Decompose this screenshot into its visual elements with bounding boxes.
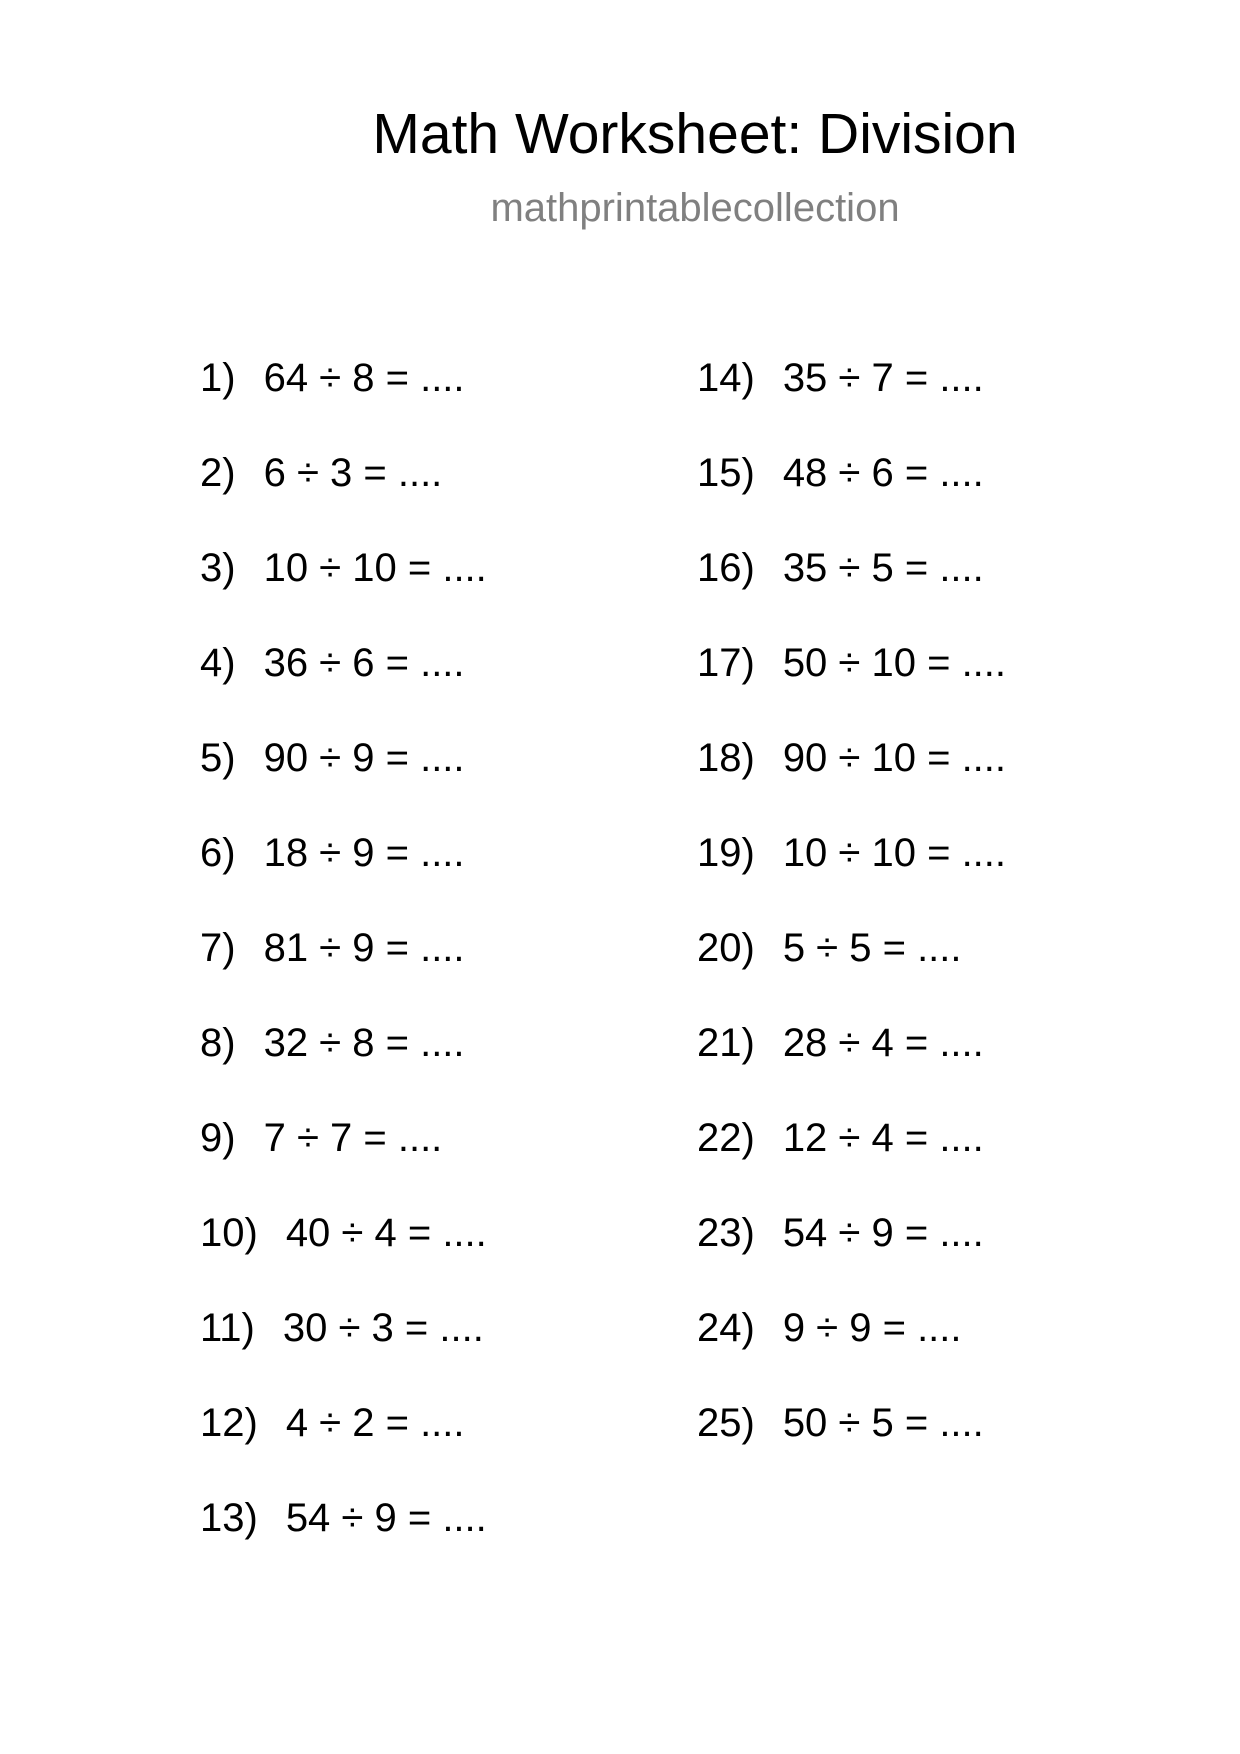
problem-number: 13) — [200, 1496, 258, 1540]
problem-item — [200, 450, 487, 545]
problem-expression: 12 ÷ 4 = .... — [782, 1116, 984, 1160]
problem-expression: 18 ÷ 9 = .... — [263, 831, 465, 875]
worksheet-subtitle: mathprintablecollection — [490, 186, 900, 230]
problem-item — [697, 1020, 1006, 1115]
problem-expression: 48 ÷ 6 = .... — [782, 451, 984, 495]
problem-item — [697, 355, 1006, 450]
problems-column-right — [697, 355, 1006, 1495]
problem-number: 15) — [697, 451, 755, 495]
problem-number: 5) — [200, 736, 236, 780]
problem-number: 24) — [697, 1306, 755, 1350]
problem-number: 18) — [697, 736, 755, 780]
problem-expression: 6 ÷ 3 = .... — [263, 451, 443, 495]
problem-number: 7) — [200, 926, 236, 970]
problem-number: 8) — [200, 1021, 236, 1065]
problem-item — [697, 830, 1006, 925]
problem-number: 17) — [697, 641, 755, 685]
problem-expression: 7 ÷ 7 = .... — [263, 1116, 443, 1160]
problem-item — [200, 1305, 487, 1400]
problem-number: 4) — [200, 641, 236, 685]
problem-expression: 28 ÷ 4 = .... — [782, 1021, 984, 1065]
problem-expression: 35 ÷ 5 = .... — [782, 546, 984, 590]
problem-number: 22) — [697, 1116, 755, 1160]
problem-item — [200, 1400, 487, 1495]
problem-number: 11) — [200, 1306, 255, 1350]
problem-expression: 64 ÷ 8 = .... — [263, 356, 465, 400]
problem-item — [200, 830, 487, 925]
problem-number: 16) — [697, 546, 755, 590]
problem-item — [200, 1020, 487, 1115]
problem-expression: 36 ÷ 6 = .... — [263, 641, 465, 685]
problem-item — [697, 1115, 1006, 1210]
problem-expression: 10 ÷ 10 = .... — [263, 546, 487, 590]
problem-number: 12) — [200, 1401, 258, 1445]
problem-expression: 90 ÷ 10 = .... — [782, 736, 1007, 780]
problem-item — [697, 545, 1006, 640]
problem-number: 10) — [200, 1211, 258, 1255]
problem-number: 19) — [697, 831, 755, 875]
problem-expression: 90 ÷ 9 = .... — [263, 736, 465, 780]
problem-item — [200, 1210, 487, 1305]
problems-column-left — [200, 355, 487, 1590]
problem-number: 20) — [697, 926, 755, 970]
problem-item — [200, 735, 487, 830]
problem-item — [697, 925, 1006, 1020]
problem-item — [697, 450, 1006, 545]
problem-expression: 10 ÷ 10 = .... — [782, 831, 1007, 875]
problem-number: 3) — [200, 546, 236, 590]
problem-item — [200, 355, 487, 450]
problem-expression: 30 ÷ 3 = .... — [282, 1306, 484, 1350]
problem-item — [200, 1495, 487, 1590]
problem-number: 6) — [200, 831, 236, 875]
problem-number: 1) — [200, 356, 236, 400]
problem-expression: 50 ÷ 5 = .... — [782, 1401, 984, 1445]
problem-item — [697, 640, 1006, 735]
problem-number: 14) — [697, 356, 755, 400]
problem-number: 25) — [697, 1401, 755, 1445]
problem-expression: 5 ÷ 5 = .... — [782, 926, 962, 970]
problem-expression: 9 ÷ 9 = .... — [782, 1306, 962, 1350]
problem-item — [200, 545, 487, 640]
problem-number: 9) — [200, 1116, 236, 1160]
problem-item — [200, 925, 487, 1020]
problem-item — [697, 735, 1006, 830]
problem-item — [697, 1400, 1006, 1495]
problem-number: 2) — [200, 451, 236, 495]
problem-expression: 81 ÷ 9 = .... — [263, 926, 465, 970]
problem-expression: 50 ÷ 10 = .... — [782, 641, 1007, 685]
problem-expression: 32 ÷ 8 = .... — [263, 1021, 465, 1065]
problem-item — [697, 1210, 1006, 1305]
problem-expression: 40 ÷ 4 = .... — [285, 1211, 487, 1255]
problem-item — [697, 1305, 1006, 1400]
problem-expression: 35 ÷ 7 = .... — [782, 356, 984, 400]
problem-expression: 4 ÷ 2 = .... — [285, 1401, 465, 1445]
worksheet-title: Math Worksheet: Division — [372, 102, 1018, 166]
problem-item — [200, 1115, 487, 1210]
problem-number: 21) — [697, 1021, 755, 1065]
problem-item — [200, 640, 487, 735]
problem-number: 23) — [697, 1211, 755, 1255]
problem-expression: 54 ÷ 9 = .... — [285, 1496, 487, 1540]
problem-expression: 54 ÷ 9 = .... — [782, 1211, 984, 1255]
